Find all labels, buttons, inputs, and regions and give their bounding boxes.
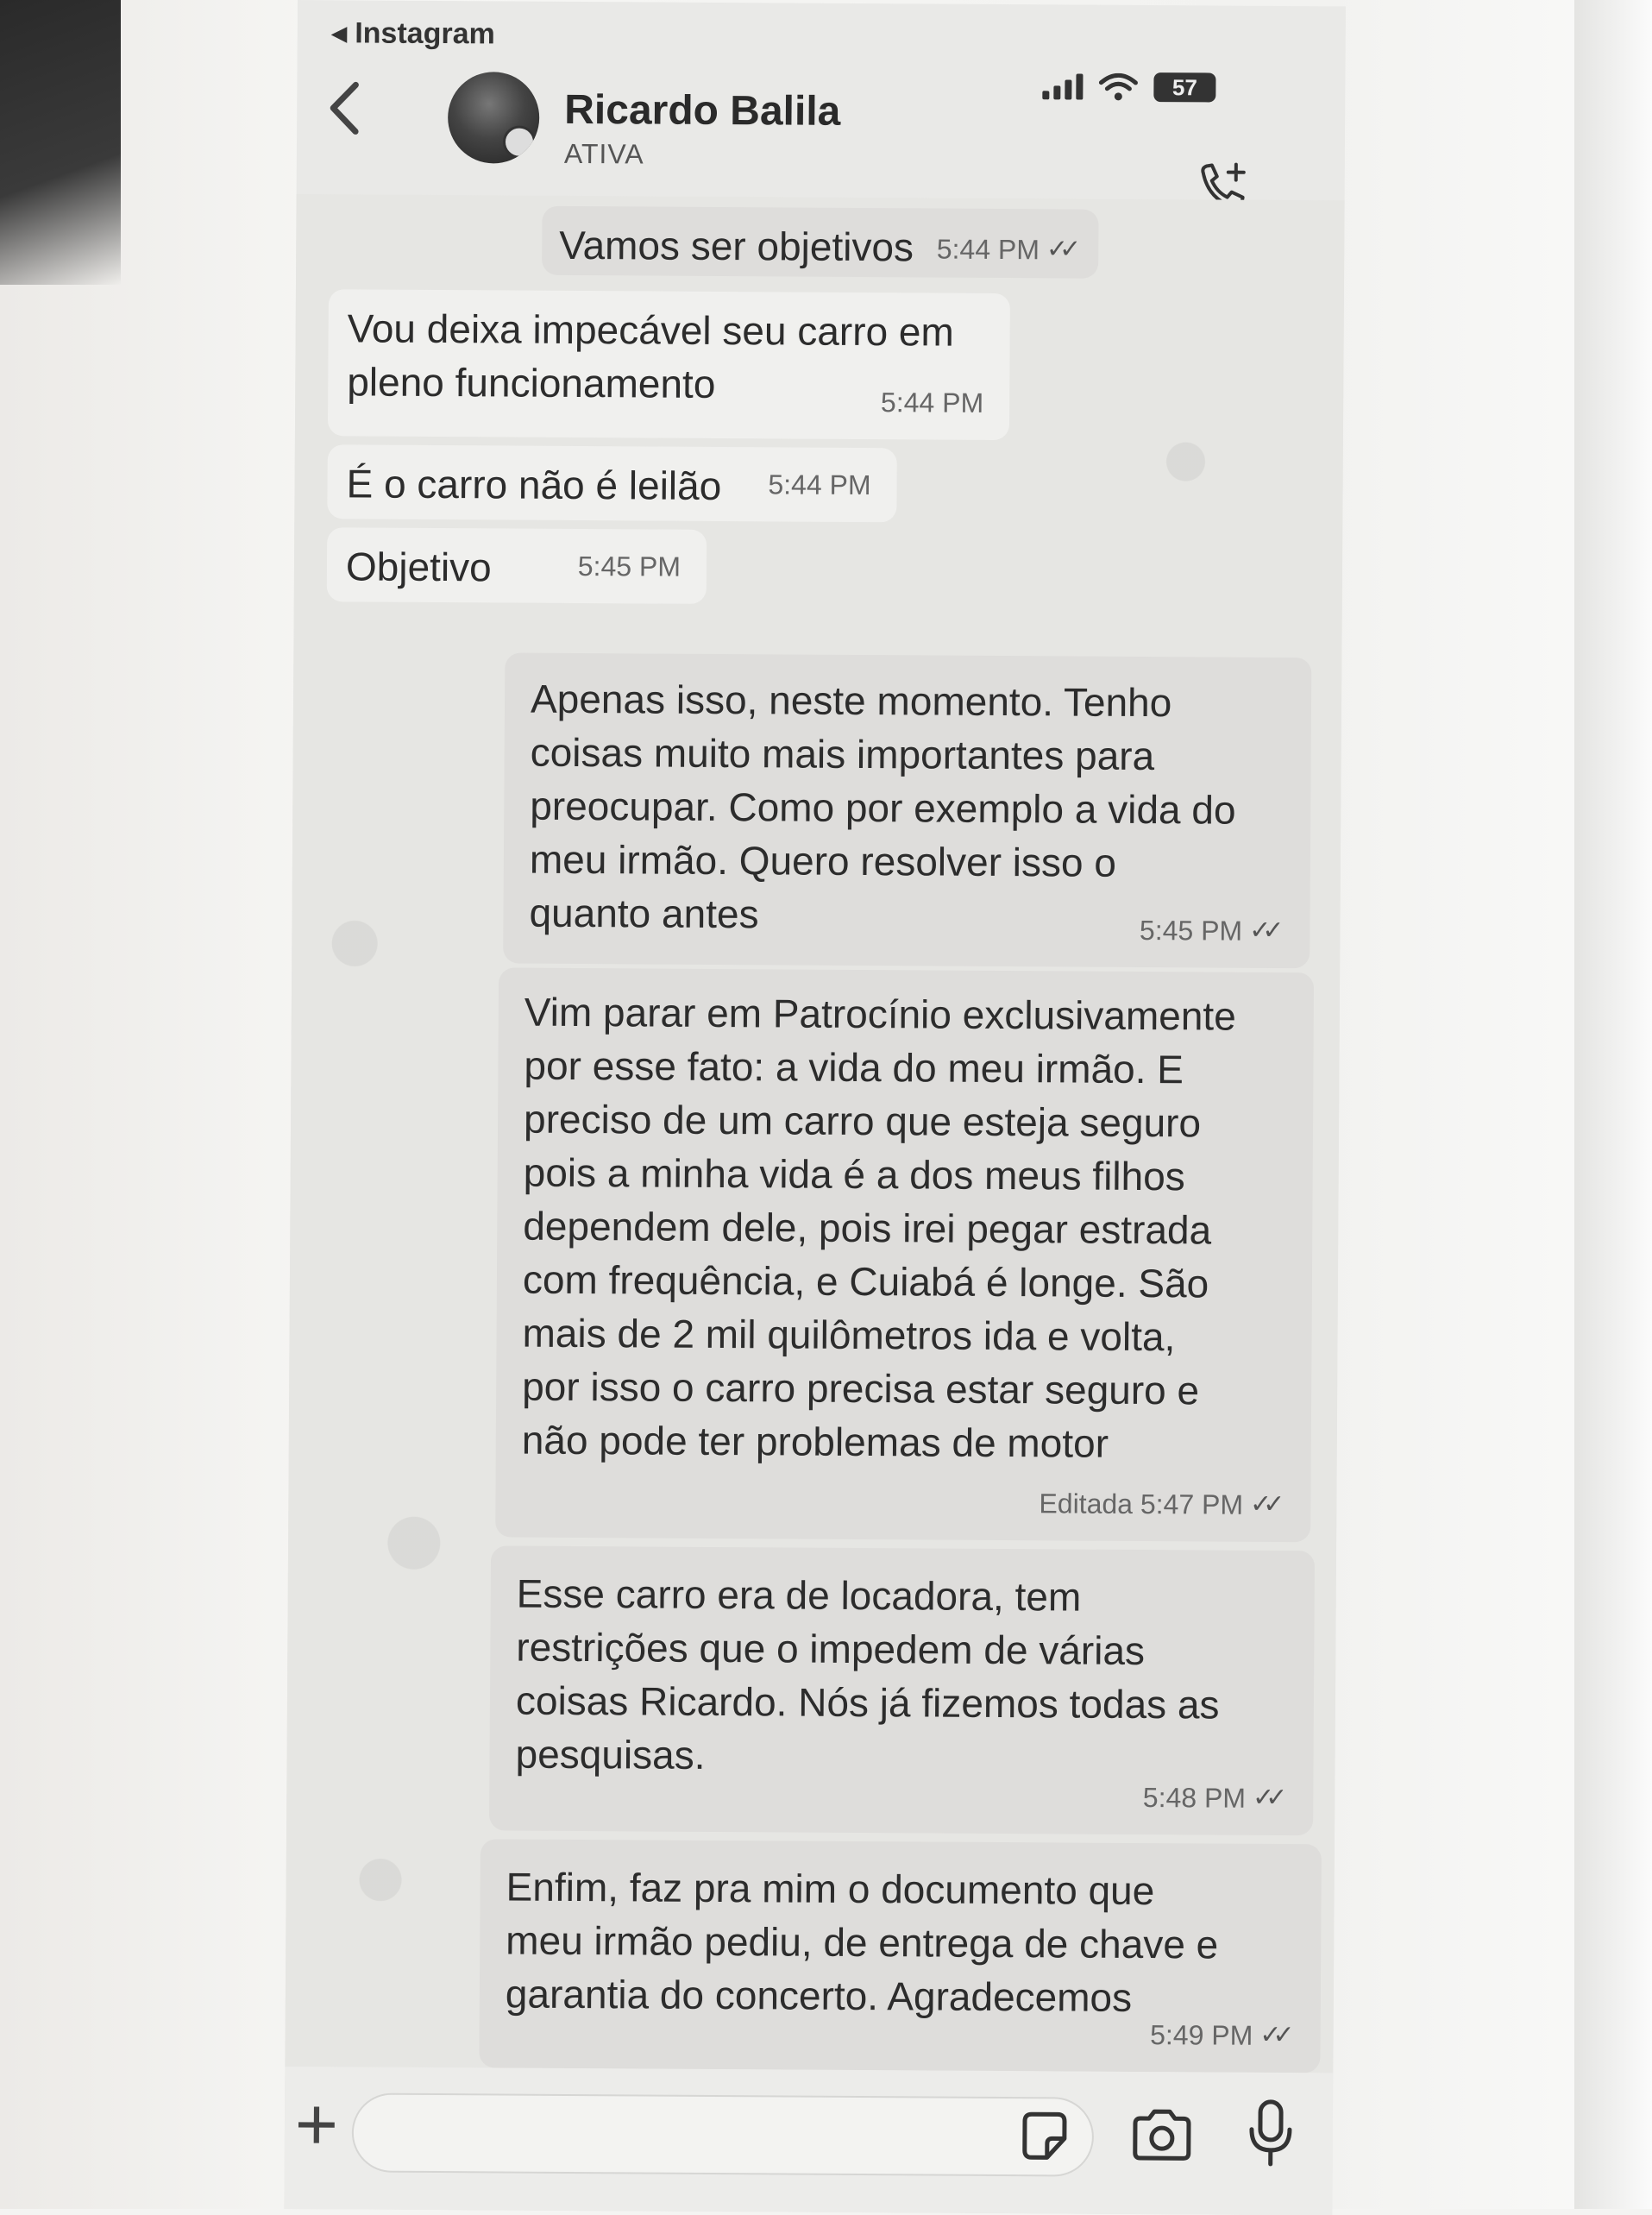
message-meta [768,457,871,512]
message-time: 5:48 PM [1142,1782,1247,1814]
camera-icon[interactable] [1130,2106,1194,2163]
contact-status: ATIVA [563,137,644,170]
message-time: 5:44 PM [936,233,1040,266]
message-bubble-incoming[interactable] [327,444,897,522]
sticker-icon[interactable] [1018,2109,1071,2162]
message-text: Vamos ser objetivos [559,222,914,270]
message-meta [1039,1476,1285,1532]
message-time: 5:44 PM [768,469,871,501]
phone-screen [284,0,1346,2215]
battery-indicator: 57 [1153,72,1215,102]
read-receipt-icon: ✓✓ [1259,2020,1286,2050]
message-bubble-outgoing[interactable] [503,652,1311,968]
back-chevron-icon[interactable] [323,78,366,138]
microphone-icon[interactable] [1247,2099,1295,2168]
chat-header [297,52,1346,196]
message-text: Esse carro era de locadora, tem restrições que o impedem de várias coisas Ricardo. Nós já fizemos todas as pesquisas. [515,1570,1220,1778]
read-receipt-icon: ✓✓ [1252,1783,1279,1812]
message-text: Objetivo [345,544,492,590]
message-bubble-incoming[interactable] [328,289,1010,440]
message-bubble-outgoing[interactable] [479,1839,1322,2073]
status-bar [298,0,1346,58]
message-meta [1143,1771,1288,1825]
message-bubble-incoming[interactable] [327,527,707,604]
photo-paper-edge [1574,0,1652,2209]
read-receipt-icon: ✓✓ [1249,916,1276,945]
message-time: 5:44 PM [880,387,984,418]
read-receipt-icon: ✓✓ [1046,235,1073,264]
message-text: Enfim, faz pra mim o documento que meu irmão pediu, de entrega de chave e garantia do concerto. Agradecemos [505,1864,1219,2020]
message-time: 5:45 PM [1139,914,1243,947]
message-text: Vim parar em Patrocínio exclusivamente por esse fato: a vida do meu irmão. E preciso de um carro que esteja seguro pois a minha vida é a dos meus filhos dependem dele, pois irei pegar estrada com frequência, e Cuiabá é longe. São mais de 2 mil quilômetros ida e volta, por isso o carro precisa estar seguro e não pode ter problemas de motor [521,989,1236,1466]
message-text: Apenas isso, neste momento. Tenho coisas muito mais importantes para preocupar. Como por exemplo a vida do meu irmão. Quero resolver isso o quanto antes [529,676,1236,937]
message-list [285,194,1344,2073]
message-meta [578,539,682,594]
message-input[interactable] [352,2092,1095,2176]
message-meta [1140,903,1285,958]
message-meta [937,223,1082,277]
message-time: 5:49 PM [1150,2019,1253,2051]
message-text: Vou deixa impecável seu carro em pleno funcionamento [347,305,954,406]
message-bubble-outgoing[interactable] [542,206,1098,279]
message-meta [1150,2008,1295,2062]
message-time: 5:45 PM [577,550,682,582]
message-time: Editada 5:47 PM [1039,1488,1244,1520]
contact-avatar[interactable] [448,72,540,164]
back-to-app-link[interactable]: ◂ Instagram [331,16,495,51]
read-receipt-icon: ✓✓ [1249,1489,1277,1519]
photo-dark-corner [0,0,121,285]
message-meta [881,375,984,430]
message-text: É o carro não é leilão [346,461,722,509]
message-bubble-outgoing[interactable] [495,967,1314,1542]
message-bubble-outgoing[interactable] [489,1545,1315,1835]
contact-name[interactable]: Ricardo Balila [564,86,841,135]
message-composer [284,2067,1333,2215]
avatar-status-badge [503,125,536,158]
add-attachment-button[interactable]: + [294,2083,339,2167]
